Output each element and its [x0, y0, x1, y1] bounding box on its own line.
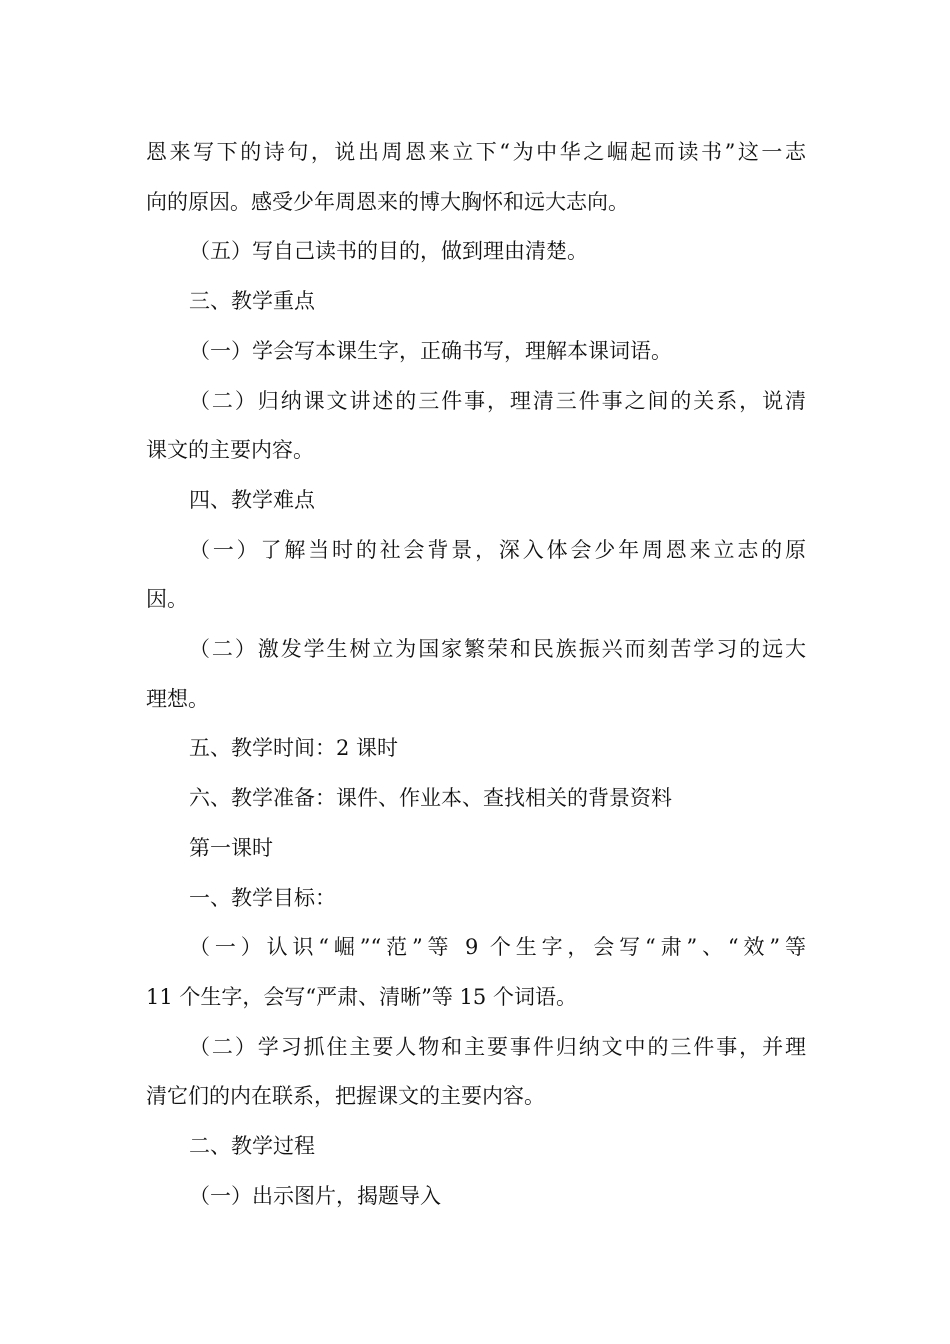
paragraph-line: 11 个生字，会写“严肃、清晰”等 15 个词语。 — [146, 985, 577, 1009]
paragraph-line: 恩来写下的诗句，说出周恩来立下“为中华之崛起而读书”这一志 — [146, 140, 806, 164]
paragraph-line: 理想。 — [146, 687, 209, 711]
list-item: （二）学习抓住主要人物和主要事件归纳文中的三件事，并理 — [189, 1035, 806, 1059]
section-heading: 三、教学重点 — [189, 289, 315, 313]
list-item: （五）写自己读书的目的，做到理由清楚。 — [189, 239, 588, 263]
list-item: （一）学会写本课生字，正确书写，理解本课词语。 — [189, 339, 672, 363]
section-heading: 四、教学难点 — [189, 488, 315, 512]
list-item: （二）归纳课文讲述的三件事，理清三件事之间的关系，说清 — [189, 389, 806, 413]
section-heading: 二、教学过程 — [189, 1134, 315, 1158]
lesson-heading: 第一课时 — [189, 836, 273, 860]
list-item: （二）激发学生树立为国家繁荣和民族振兴而刻苦学习的远大 — [189, 637, 806, 661]
section-heading: 六、教学准备：课件、作业本、查找相关的背景资料 — [189, 786, 672, 810]
section-heading: 五、教学时间：2 课时 — [189, 736, 399, 760]
list-item: （一）出示图片，揭题导入 — [189, 1184, 441, 1208]
paragraph-line: 课文的主要内容。 — [146, 438, 314, 462]
section-heading: 一、教学目标： — [189, 886, 336, 910]
paragraph-line: 因。 — [146, 587, 188, 611]
paragraph-line: 向的原因。感受少年周恩来的博大胸怀和远大志向。 — [146, 190, 629, 214]
list-item: （一）了解当时的社会背景，深入体会少年周恩来立志的原 — [189, 538, 806, 562]
paragraph-line: 清它们的内在联系，把握课文的主要内容。 — [146, 1084, 545, 1108]
list-item: （一）认识“崛”“范”等 9 个生字，会写“肃”、“效”等 — [189, 935, 806, 959]
